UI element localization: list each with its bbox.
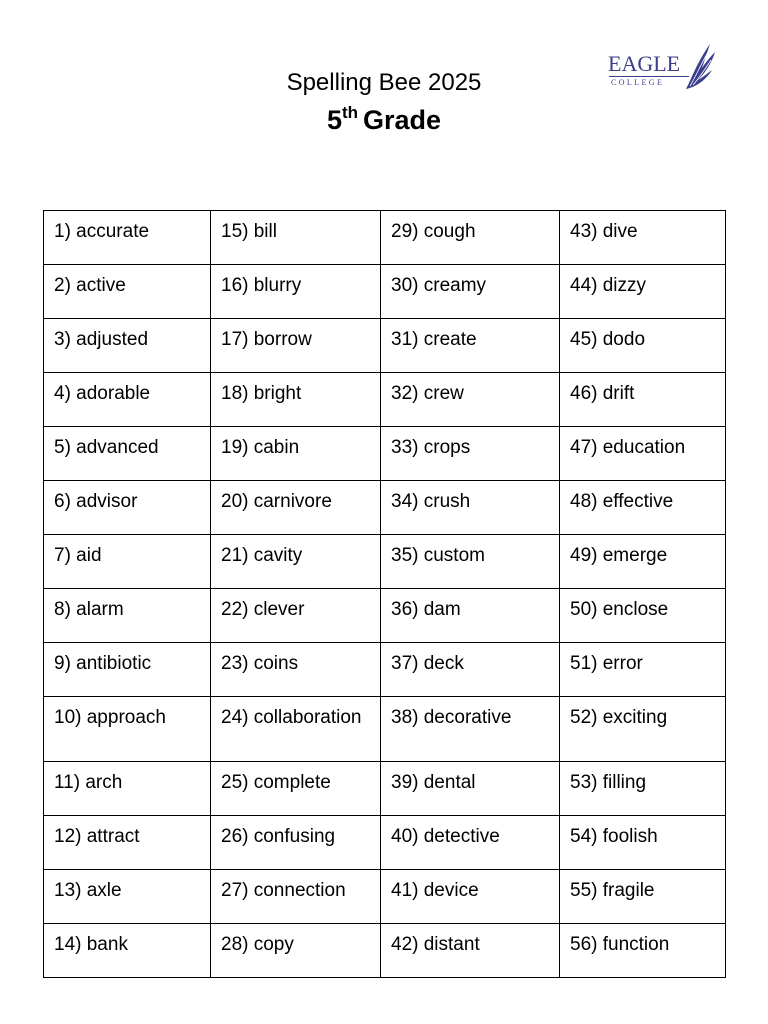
word-cell: 9) antibiotic	[44, 643, 211, 697]
word-cell: 4) adorable	[44, 373, 211, 427]
spelling-word-table	[43, 210, 726, 978]
table-row	[44, 211, 726, 265]
word-cell: 45) dodo	[560, 319, 726, 373]
word-cell: 13) axle	[44, 870, 211, 924]
word-cell: 11) arch	[44, 762, 211, 816]
word-cell: 30) creamy	[381, 265, 560, 319]
word-cell: 24) collaboration	[211, 697, 381, 762]
document-title: Spelling Bee 2025	[286, 69, 482, 96]
word-table-body	[44, 211, 726, 978]
word-cell: 48) effective	[560, 481, 726, 535]
word-cell: 12) attract	[44, 816, 211, 870]
table-row	[44, 427, 726, 481]
word-cell: 19) cabin	[211, 427, 381, 481]
word-cell: 56) function	[560, 924, 726, 978]
word-cell: 25) complete	[211, 762, 381, 816]
word-cell: 55) fragile	[560, 870, 726, 924]
table-row	[44, 870, 726, 924]
word-cell: 1) accurate	[44, 211, 211, 265]
wing-icon	[684, 42, 716, 92]
word-cell: 5) advanced	[44, 427, 211, 481]
word-cell: 21) cavity	[211, 535, 381, 589]
word-cell: 43) dive	[560, 211, 726, 265]
word-cell: 40) detective	[381, 816, 560, 870]
table-row	[44, 697, 726, 762]
word-cell: 35) custom	[381, 535, 560, 589]
grade-number: 5	[326, 105, 342, 135]
word-cell: 8) alarm	[44, 589, 211, 643]
word-cell: 31) create	[381, 319, 560, 373]
word-cell: 46) drift	[560, 373, 726, 427]
word-cell: 28) copy	[211, 924, 381, 978]
word-cell: 10) approach	[44, 697, 211, 762]
word-cell: 7) aid	[44, 535, 211, 589]
word-cell: 53) filling	[560, 762, 726, 816]
word-cell: 34) crush	[381, 481, 560, 535]
word-cell: 41) device	[381, 870, 560, 924]
word-cell: 37) deck	[381, 643, 560, 697]
word-cell: 18) bright	[211, 373, 381, 427]
word-cell: 29) cough	[381, 211, 560, 265]
word-cell: 15) bill	[211, 211, 381, 265]
word-cell: 17) borrow	[211, 319, 381, 373]
table-row	[44, 816, 726, 870]
word-cell: 36) dam	[381, 589, 560, 643]
table-row	[44, 481, 726, 535]
word-cell: 26) confusing	[211, 816, 381, 870]
word-cell: 50) enclose	[560, 589, 726, 643]
grade-heading	[0, 103, 768, 137]
logo-name: EAGLE	[608, 51, 681, 76]
word-cell: 52) exciting	[560, 697, 726, 762]
word-cell: 27) connection	[211, 870, 381, 924]
word-cell: 39) dental	[381, 762, 560, 816]
table-row	[44, 535, 726, 589]
table-row	[44, 265, 726, 319]
word-cell: 23) coins	[211, 643, 381, 697]
table-row	[44, 762, 726, 816]
table-row	[44, 589, 726, 643]
word-cell: 3) adjusted	[44, 319, 211, 373]
logo-subtitle: COLLEGE	[611, 78, 665, 87]
table-row	[44, 319, 726, 373]
word-cell: 16) blurry	[211, 265, 381, 319]
word-cell: 32) crew	[381, 373, 560, 427]
grade-suffix: th	[341, 103, 359, 122]
word-cell: 14) bank	[44, 924, 211, 978]
word-cell: 2) active	[44, 265, 211, 319]
word-cell: 49) emerge	[560, 535, 726, 589]
word-cell: 51) error	[560, 643, 726, 697]
word-cell: 33) crops	[381, 427, 560, 481]
table-row	[44, 924, 726, 978]
word-cell: 44) dizzy	[560, 265, 726, 319]
college-logo	[608, 42, 716, 94]
table-row	[44, 643, 726, 697]
word-cell: 20) carnivore	[211, 481, 381, 535]
word-cell: 38) decorative	[381, 697, 560, 762]
word-cell: 22) clever	[211, 589, 381, 643]
table-row	[44, 373, 726, 427]
logo-divider	[609, 76, 689, 77]
word-cell: 42) distant	[381, 924, 560, 978]
word-cell: 6) advisor	[44, 481, 211, 535]
word-cell: 54) foolish	[560, 816, 726, 870]
word-cell: 47) education	[560, 427, 726, 481]
grade-word: Grade	[363, 105, 442, 135]
